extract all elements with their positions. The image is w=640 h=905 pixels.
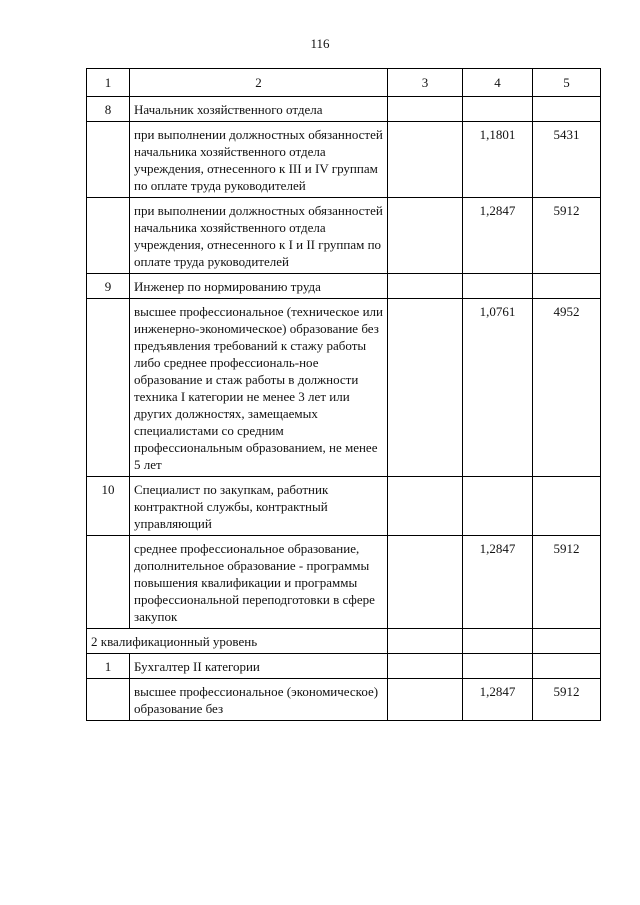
column-header: 5 — [533, 69, 601, 97]
row-number: 8 — [87, 97, 130, 122]
salary-cell: 5431 — [533, 122, 601, 198]
coefficient-cell: 1,0761 — [463, 299, 533, 477]
page-number: 116 — [310, 36, 330, 51]
cell-col3 — [388, 122, 463, 198]
salary-cell — [533, 654, 601, 679]
salary-cell: 4952 — [533, 299, 601, 477]
cell-col3 — [388, 629, 463, 654]
coefficient-cell — [463, 654, 533, 679]
row-number: 10 — [87, 477, 130, 536]
column-header: 2 — [130, 69, 388, 97]
coefficient-cell — [463, 97, 533, 122]
cell-col3 — [388, 97, 463, 122]
position-title: Начальник хозяйственного отдела — [130, 97, 388, 122]
coefficient-cell — [463, 477, 533, 536]
position-title: Бухгалтер II категории — [130, 654, 388, 679]
salary-cell: 5912 — [533, 679, 601, 721]
salary-table — [86, 68, 601, 721]
cell-col3 — [388, 536, 463, 629]
qualification-text: высшее профессиональное (техническое или инженерно-экономическое) образование без предъявления требований к стажу работы либо среднее профессиональ-ное образование и стаж работы в должности техника I категории не менее 3 лет или других должностях, замещаемых специалистами со средним профессиональным образованием, не менее 5 лет — [130, 299, 388, 477]
row-number: 9 — [87, 274, 130, 299]
row-number — [87, 122, 130, 198]
table-row — [87, 97, 601, 122]
column-header: 3 — [388, 69, 463, 97]
coefficient-cell — [463, 274, 533, 299]
table-row — [87, 654, 601, 679]
table-row — [87, 198, 601, 274]
table-row — [87, 274, 601, 299]
cell-col3 — [388, 299, 463, 477]
cell-col3 — [388, 654, 463, 679]
cell-col3 — [388, 198, 463, 274]
table-header-row — [87, 69, 601, 97]
cell-col3 — [388, 477, 463, 536]
salary-cell: 5912 — [533, 198, 601, 274]
cell-col4 — [463, 629, 533, 654]
cell-col3 — [388, 679, 463, 721]
section-label: 2 квалификационный уровень — [87, 629, 388, 654]
qualification-text: среднее профессиональное образование, дополнительное образование - программы повышения квалификации и программы профессиональной переподготовки в сфере закупок — [130, 536, 388, 629]
coefficient-cell: 1,2847 — [463, 536, 533, 629]
row-number — [87, 198, 130, 274]
row-number — [87, 679, 130, 721]
cell-col5 — [533, 629, 601, 654]
coefficient-cell: 1,2847 — [463, 198, 533, 274]
salary-cell — [533, 274, 601, 299]
qualification-text: высшее профессиональное (экономическое) образование без — [130, 679, 388, 721]
column-header: 1 — [87, 69, 130, 97]
column-header: 4 — [463, 69, 533, 97]
position-title: Инженер по нормированию труда — [130, 274, 388, 299]
position-title: Специалист по закупкам, работник контрактной службы, контрактный управляющий — [130, 477, 388, 536]
section-row — [87, 629, 601, 654]
salary-cell — [533, 97, 601, 122]
salary-cell: 5912 — [533, 536, 601, 629]
salary-cell — [533, 477, 601, 536]
table-row — [87, 477, 601, 536]
row-number: 1 — [87, 654, 130, 679]
coefficient-cell: 1,1801 — [463, 122, 533, 198]
cell-col3 — [388, 274, 463, 299]
row-number — [87, 536, 130, 629]
row-number — [87, 299, 130, 477]
table-row — [87, 122, 601, 198]
qualification-text: при выполнении должностных обязанностей начальника хозяйственного отдела учреждения, отнесенного к I и II группам по оплате труда руководителей — [130, 198, 388, 274]
table-row — [87, 536, 601, 629]
coefficient-cell: 1,2847 — [463, 679, 533, 721]
table-row — [87, 299, 601, 477]
table-row — [87, 679, 601, 721]
qualification-text: при выполнении должностных обязанностей начальника хозяйственного отдела учреждения, отнесенного к III и IV группам по оплате труда руководителей — [130, 122, 388, 198]
